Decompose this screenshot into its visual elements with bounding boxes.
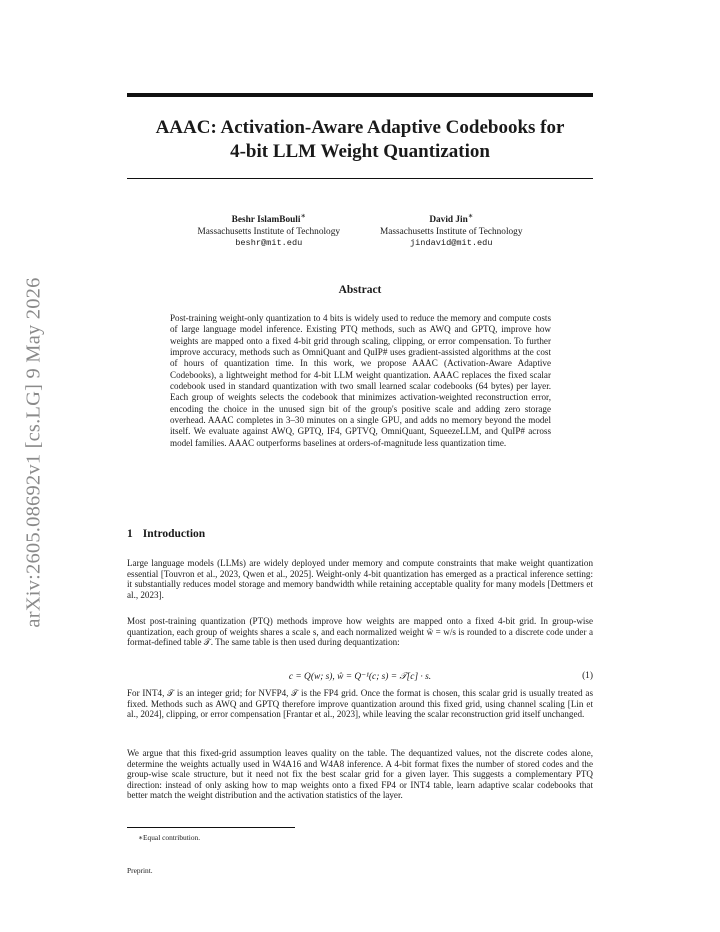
author-2-name: David Jin (429, 215, 468, 226)
section-title: Introduction (142, 528, 206, 540)
footnote: ∗Equal contribution. (138, 833, 201, 842)
author-2-affiliation: Massachusetts Institute of Technology (380, 226, 523, 237)
footnote-rule (127, 827, 295, 828)
intro-paragraph-2: Most post-training quantization (PTQ) methods improve how weights are mapped onto a fixed 4-bit grid. In group-wise quantization, each group of weights shares a scale s, and each normalized weight w̃ = w/s is rounded to a discrete code under a format-defined table 𝒯. The same table is then used during dequantization: (127, 616, 593, 648)
intro-paragraph-1: Large language models (LLMs) are widely deployed under memory and compute constraints that make weight quantization essential [Touvron et al., 2023, Qwen et al., 2025]. Weight-only 4-bit quantization has emerged as a practical inference setting: it substantially reduces model storage and memory bandwidth while retaining acceptable quality for many models [Dettmers et al., 2023]. (127, 558, 593, 600)
abstract-heading: Abstract (338, 284, 382, 296)
title-top-rule (127, 93, 593, 97)
preprint-label: Preprint. (127, 866, 153, 875)
author-1-name: Beshr IslamBouli (231, 215, 301, 226)
intro-paragraph-3: For INT4, 𝒯 is an integer grid; for NVFP4, 𝒯 is the FP4 grid. Once the format is chosen, this scalar grid is usually treated as fixed. Methods such as AWQ and GPTQ therefore improve quantization around this fixed grid, using channel scaling [Lin et al., 2024], clipping, or error compensation [Frantar et al., 2023], while leaving the scalar reconstruction grid itself unchanged. (127, 688, 593, 720)
arxiv-identifier (18, 262, 50, 642)
author-2-email[interactable]: jindavid@mit.edu (409, 238, 493, 249)
equation-body: c = Q(w; s), ŵ = Q⁻¹(c; s) = 𝒯[c] · s. (288, 672, 432, 682)
paper-title (127, 116, 593, 164)
author-block (127, 210, 593, 250)
author-1-email[interactable]: beshr@mit.edu (235, 238, 303, 249)
author-2 (380, 210, 522, 250)
author-1-mark: ∗ (300, 211, 306, 220)
intro-paragraph-4: We argue that this fixed-grid assumption leaves quality on the table. The dequantized values, not the discrete codes alone, determine the weights actually used in W4A16 and W4A8 inference. A 4-bit format fixes the number of stored codes and the group-wise scale structure, but it need not fix the best scalar grid for a given layer. This suggests a complementary PTQ direction: instead of only asking how to map weights onto a fixed FP4 or INT4 table, learn adaptive scalar codebooks that better match the weight distribution and the activation statistics of the layer. (127, 748, 593, 801)
title-line-2: 4-bit LLM Weight Quantization (230, 141, 490, 162)
section-heading (127, 528, 205, 540)
title-bottom-rule (127, 178, 593, 179)
author-1-affiliation: Massachusetts Institute of Technology (197, 226, 340, 237)
section-number: 1 (127, 528, 133, 540)
abstract-text: Post-training weight-only quantization to 4 bits is widely used to reduce the memory and compute costs of large language model inference. Existing PTQ methods, such as AWQ and GPTQ, improve how weights are mapped onto a fixed 4-bit grid through scaling, clipping, or error compensation. To further improve accuracy, methods such as OmniQuant and QuIP# uses gradient-assisted algorithms at the cost of hours of quantization time. In this work, we propose AAAC (Activation-Aware Adaptive Codebooks), a lightweight method for 4-bit LLM weight quantization. AAAC replaces the fixed scalar codebook used in standard quantization with two small learned scalar codebooks (64 bytes) per layer. Each group of weights selects the codebook that minimizes activation-weighted reconstruction error, encoding the choice in the unused sign bit of the group's positive scale and adding zero storage overhead. AAAC completes in 3–30 minutes on a single GPU, and adds no memory beyond the model itself. We evaluate against AWQ, GPTQ, IF4, GPTVQ, OmniQuant, SqueezeLLM, and QuIP# across model families. AAAC outperforms baselines at orders-of-magnitude less quantization time. (170, 313, 551, 448)
author-2-mark: ∗ (467, 211, 474, 220)
author-1 (198, 210, 340, 250)
title-line-1: AAAC: Activation-Aware Adaptive Codebooks for (155, 117, 565, 138)
arxiv-identifier-text: arXiv:2605.08692v1 [cs.LG] 9 May 2026 (22, 276, 45, 628)
equation-1 (127, 671, 593, 685)
equation-number: (1) (582, 671, 593, 681)
